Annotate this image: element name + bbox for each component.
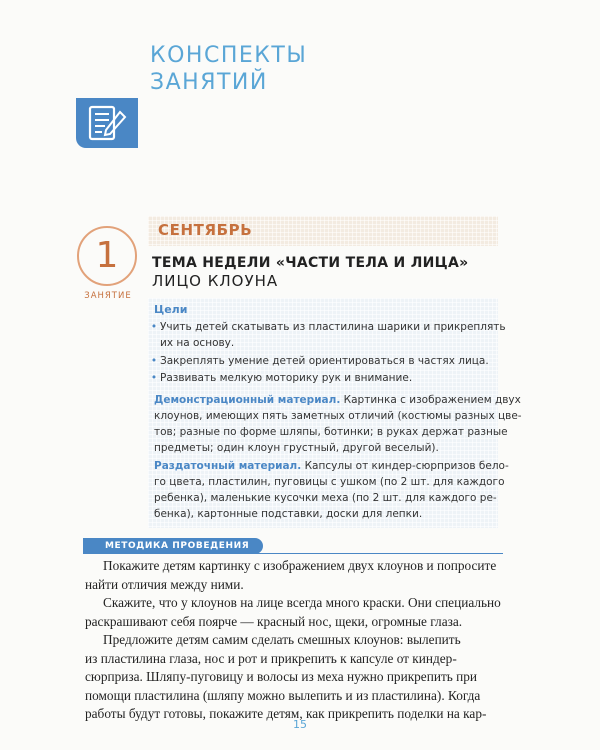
method-section-tab: МЕТОДИКА ПРОВЕДЕНИЯ (83, 538, 263, 554)
topic-title: ТЕМА НЕДЕЛИ «ЧАСТИ ТЕЛА И ЛИЦА» (152, 255, 469, 271)
month-band (148, 216, 498, 246)
section-title-line-1: КОНСПЕКТЫ (150, 43, 308, 68)
notes-pencil-icon (76, 98, 138, 148)
bullet-icon: • (150, 372, 158, 384)
goals-title: Цели (154, 303, 188, 316)
paragraph-3: Предложите детям самим сделать смешных клоунов: вылепить из пластилина глаза, нос и рот и прикрепить к капсуле от киндер- сюрприза. Шляпу-пуговицу и волосы из меха нужно прикрепить при помощи пластилина (шляпу можно вылепить и из пластилина). Когда работы будут готовы, покажите детям, как прикрепить поделки на кар- (85, 632, 487, 721)
month-label: СЕНТЯБРЬ (158, 221, 253, 239)
goal-item-2: • Закреплять умение детей ориентироваться в частях лица. (148, 353, 489, 369)
handout-label: Раздаточный материал. (154, 460, 302, 472)
subtopic-title: ЛИЦО КЛОУНА (152, 272, 279, 290)
lesson-label: ЗАНЯТИЕ (84, 291, 132, 301)
bullet-icon: • (150, 321, 158, 333)
section-title (150, 42, 307, 96)
paragraph-1: Покажите детям картинку с изображением двух клоунов и попросите найти отличия между ними. (85, 558, 497, 592)
demo-material: Демонстрационный материал. Картинка с изображением двух клоунов, имеющих пять заметных отличий (костюмы разных цве- тов; разные по форме шляпы, ботинки; в руках держат разные предметы; один клоун грустный, другой веселый). (154, 394, 522, 454)
lesson-number: 1 (77, 226, 137, 286)
demo-label: Демонстрационный материал. (154, 394, 341, 406)
section-title-line-2: ЗАНЯТИЙ (150, 70, 268, 95)
goal-item-1: • Учить детей скатывать из пластилина шарики и прикреплять их на основу. (148, 319, 506, 351)
handout-material: Раздаточный материал. Капсулы от киндер-сюрпризов бело- го цвета, пластилин, пуговицы с ушком (по 2 шт. для каждого ребенка), маленькие кусочки меха (по 2 шт. для каждого ре- бенка), картонные подставки, доски для лепки. (154, 460, 509, 520)
paragraph-2: Скажите, что у клоунов на лице всегда много краски. Они специально раскрашивают себя поярче — красный нос, щеки, огромные глаза. (85, 595, 501, 629)
bullet-icon: • (150, 355, 158, 367)
page-number: 15 (293, 718, 307, 731)
method-divider (83, 553, 503, 554)
goal-item-3: • Развивать мелкую моторику рук и внимание. (148, 370, 412, 386)
